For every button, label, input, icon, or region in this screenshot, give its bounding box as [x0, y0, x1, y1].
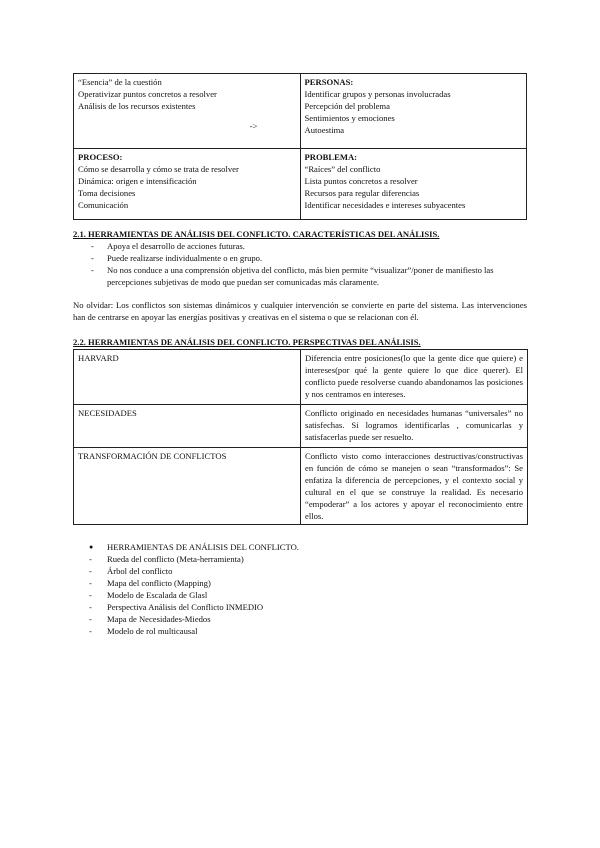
- dash-marker: -: [91, 265, 94, 275]
- list-item: - Mapa del conflicto (Mapping): [89, 578, 211, 588]
- section-heading-characteristics: 2.1. HERRAMIENTAS DE ANÁLISIS DEL CONFLICTO. CARACTERÍSTICAS DEL ANÁLISIS.: [73, 229, 440, 239]
- conflict-analysis-box: [73, 73, 527, 220]
- box-problema-title: PROBLEMA:: [304, 152, 358, 162]
- perspective-name: NECESIDADES: [74, 405, 301, 448]
- list-item: - Perspectiva Análisis del Conflicto INMEDIO: [89, 602, 264, 612]
- box-problema-line: “Raíces” del conflicto: [304, 164, 381, 174]
- box-problema-line: Lista puntos concretos a resolver: [304, 176, 418, 186]
- box-problema-line: Recursos para regular diferencias: [304, 188, 420, 198]
- table-row: [74, 448, 528, 525]
- dash-marker: -: [89, 590, 92, 600]
- box-proceso-title: PROCESO:: [78, 152, 123, 162]
- dash-marker: -: [89, 566, 92, 576]
- dash-marker: -: [91, 241, 94, 251]
- box-personas-line: Percepción del problema: [304, 101, 390, 111]
- perspective-description: Conflicto originado en necesidades humanas “universales” no satisfechas. Si logramos identificarlas , comunicarlas y satisfacerlas puede ser resuelto.: [301, 405, 528, 448]
- box-proceso-line: Comunicación: [78, 200, 129, 210]
- box-personas-cell: [300, 74, 527, 149]
- box-personas-line: Autoestima: [304, 125, 345, 135]
- section-heading-perspectives: 2.2. HERRAMIENTAS DE ANÁLISIS DEL CONFLICTO. PERSPECTIVAS DEL ANÁLISIS.: [73, 337, 421, 347]
- box-personas-line: Sentimientos y emociones: [304, 113, 395, 123]
- box-proceso-line: Dinámica: origen e intensificación: [78, 176, 197, 186]
- dash-marker: -: [89, 614, 92, 624]
- characteristics-list: [73, 240, 533, 288]
- tools-list: [73, 541, 533, 637]
- perspective-name: TRANSFORMACIÓN DE CONFLICTOS: [74, 448, 301, 525]
- perspective-name: HARVARD: [74, 350, 301, 405]
- box-proceso-line: Toma decisiones: [78, 188, 136, 198]
- box-problema-cell: [300, 149, 527, 220]
- list-item: - Árbol del conflicto: [89, 566, 173, 576]
- box-essence-cell: [74, 74, 301, 149]
- box-essence-line: Operativizar puntos concretos a resolver: [78, 89, 217, 99]
- box-proceso-line: Cómo se desarrolla y cómo se trata de resolver: [78, 164, 239, 174]
- note-paragraph: No olvidar: Los conflictos son sistemas dinámicos y cualquier intervención se convierte en parte del sistema. Las intervenciones han de centrarse en apoyar las energías positivas y creativas en el sistema o que se relacionan con él.: [73, 300, 527, 322]
- perspective-description: Diferencia entre posiciones(lo que la gente dice que quiere) e intereses(por qué la gente quiere lo que dice querer). El conflicto puede resolverse cuando abandonamos las posiciones y nos centramos en intereses.: [301, 350, 528, 405]
- table-row: [74, 405, 528, 448]
- list-item: - No nos conduce a una comprensión objetiva del conflicto, más bien permite “visualizar”/poner de manifiesto las percepciones subjetivas de modo que puedan ser comunicadas más claramente.: [91, 265, 494, 287]
- dash-marker: -: [89, 602, 92, 612]
- table-row: [74, 350, 528, 405]
- box-proceso-cell: [74, 149, 301, 220]
- tools-heading: ● HERRAMIENTAS DE ANÁLISIS DEL CONFLICTO.: [89, 542, 299, 552]
- box-personas-line: Identificar grupos y personas involucradas: [304, 89, 451, 99]
- dash-marker: -: [89, 578, 92, 588]
- dash-marker: -: [91, 253, 94, 263]
- box-problema-line: Identificar necesidades e intereses subyacentes: [304, 200, 466, 210]
- box-essence-line: “Esencia” de la cuestión: [78, 77, 162, 87]
- list-item: - Modelo de Escalada de Glasl: [89, 590, 208, 600]
- list-item: - Modelo de rol multicausal: [89, 626, 198, 636]
- perspectives-table: [73, 349, 528, 525]
- perspective-description: Conflicto visto como interacciones destructivas/constructivas en función de cómo se manejen o sean “transformados”: Se enfatiza la diferencia de percepciones, y el contexto social y cultural en el que se construye la realidad. Es necesario “empoderar” a los actores y apoyar el reconocimiento entre ellos.: [301, 448, 528, 525]
- list-item: - Apoya el desarrollo de acciones futuras.: [91, 241, 245, 251]
- box-personas-title: PERSONAS:: [304, 77, 354, 87]
- bullet-icon: ●: [89, 543, 94, 551]
- dash-marker: -: [89, 626, 92, 636]
- list-item: - Puede realizarse individualmente o en grupo.: [91, 253, 263, 263]
- dash-marker: -: [89, 554, 92, 564]
- box-essence-line: Análisis de los recursos existentes: [78, 101, 196, 111]
- list-item: - Rueda del conflicto (Meta-herramienta): [89, 554, 244, 564]
- list-item: - Mapa de Necesidades-Miedos: [89, 614, 211, 624]
- arrow-marker: ->: [249, 121, 258, 131]
